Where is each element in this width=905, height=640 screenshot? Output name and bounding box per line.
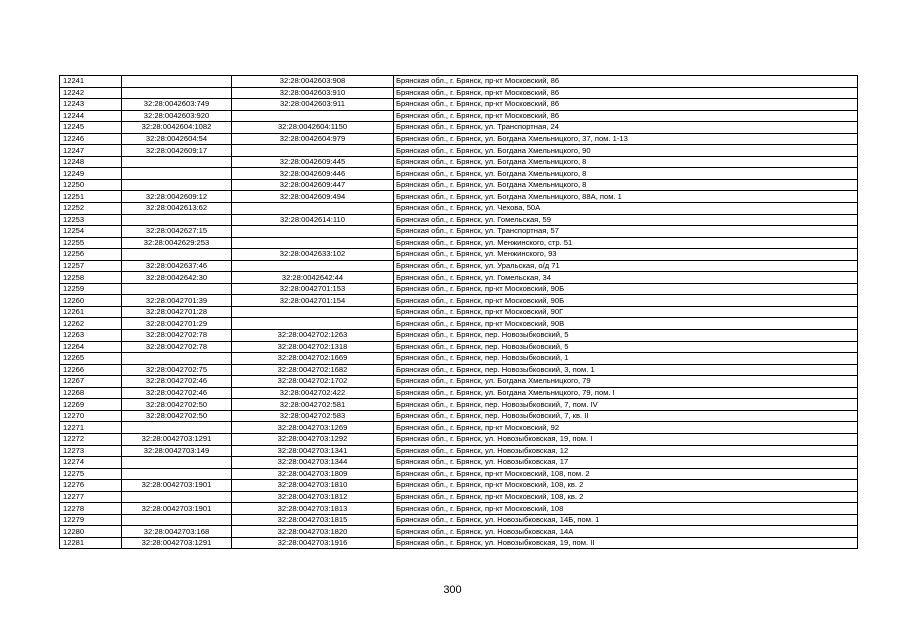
address-cell: Брянская обл., г. Брянск, ул. Менжинского, стр. 51	[394, 237, 858, 249]
address-cell: Брянская обл., г. Брянск, пр-кт Московский, 90В	[394, 318, 858, 330]
land-cadastral-number-cell	[122, 76, 232, 88]
row-number-cell: 12249	[60, 168, 122, 180]
land-cadastral-number-cell	[122, 514, 232, 526]
address-cell: Брянская обл., г. Брянск, ул. Гомельская, 34	[394, 272, 858, 284]
land-cadastral-number-cell: 32:28:0042702:78	[122, 341, 232, 353]
address-cell: Брянская обл., г. Брянск, ул. Менжинского, 93	[394, 249, 858, 261]
land-cadastral-number-cell: 32:28:0042609:12	[122, 191, 232, 203]
table-row	[60, 537, 858, 549]
address-cell: Брянская обл., г. Брянск, ул. Богдана Хмельницкого, 79, пом. I	[394, 387, 858, 399]
row-number-cell: 12262	[60, 318, 122, 330]
address-cell: Брянская обл., г. Брянск, пер. Новозыбковский, 5	[394, 330, 858, 342]
row-number-cell: 12246	[60, 133, 122, 145]
row-number-cell: 12253	[60, 214, 122, 226]
row-number-cell: 12280	[60, 526, 122, 538]
row-number-cell: 12255	[60, 237, 122, 249]
row-number-cell: 12251	[60, 191, 122, 203]
table-row	[60, 387, 858, 399]
row-number-cell: 12252	[60, 203, 122, 215]
object-cadastral-number-cell: 32:28:0042603:908	[232, 76, 394, 88]
table-row	[60, 445, 858, 457]
object-cadastral-number-cell: 32:28:0042702:1702	[232, 376, 394, 388]
land-cadastral-number-cell	[122, 156, 232, 168]
land-cadastral-number-cell: 32:28:0042703:1291	[122, 537, 232, 549]
address-cell: Брянская обл., г. Брянск, пр-кт Московский, 90Б	[394, 283, 858, 295]
table-row	[60, 272, 858, 284]
table-row	[60, 364, 858, 376]
row-number-cell: 12275	[60, 468, 122, 480]
address-cell: Брянская обл., г. Брянск, ул. Богдана Хмельницкого, 88А, пом. 1	[394, 191, 858, 203]
object-cadastral-number-cell: 32:28:0042703:1809	[232, 468, 394, 480]
land-cadastral-number-cell: 32:28:0042642:30	[122, 272, 232, 284]
land-cadastral-number-cell: 32:28:0042637:46	[122, 260, 232, 272]
land-cadastral-number-cell	[122, 491, 232, 503]
address-cell: Брянская обл., г. Брянск, пр-кт Московский, 86	[394, 76, 858, 88]
table-row	[60, 99, 858, 111]
object-cadastral-number-cell: 32:28:0042703:1820	[232, 526, 394, 538]
address-cell: Брянская обл., г. Брянск, пр-кт Московский, 86	[394, 87, 858, 99]
table-row	[60, 179, 858, 191]
row-number-cell: 12278	[60, 503, 122, 515]
address-cell: Брянская обл., г. Брянск, ул. Новозыбковская, 19, пом. II	[394, 537, 858, 549]
object-cadastral-number-cell: 32:28:0042701:154	[232, 295, 394, 307]
object-cadastral-number-cell	[232, 318, 394, 330]
address-cell: Брянская обл., г. Брянск, пр-кт Московский, 108, кв. 2	[394, 491, 858, 503]
row-number-cell: 12243	[60, 99, 122, 111]
object-cadastral-number-cell: 32:28:0042604:979	[232, 133, 394, 145]
land-cadastral-number-cell: 32:28:0042603:749	[122, 99, 232, 111]
row-number-cell: 12241	[60, 76, 122, 88]
object-cadastral-number-cell: 32:28:0042614:110	[232, 214, 394, 226]
object-cadastral-number-cell: 32:28:0042703:1292	[232, 433, 394, 445]
table-row	[60, 87, 858, 99]
address-cell: Брянская обл., г. Брянск, пр-кт Московский, 86	[394, 99, 858, 111]
land-cadastral-number-cell: 32:28:0042604:1082	[122, 122, 232, 134]
address-cell: Брянская обл., г. Брянск, ул. Уральская, о/д 71	[394, 260, 858, 272]
land-cadastral-number-cell	[122, 214, 232, 226]
table-row	[60, 76, 858, 88]
address-cell: Брянская обл., г. Брянск, ул. Богдана Хмельницкого, 8	[394, 168, 858, 180]
land-cadastral-number-cell: 32:28:0042702:75	[122, 364, 232, 376]
object-cadastral-number-cell: 32:28:0042609:494	[232, 191, 394, 203]
table-row	[60, 110, 858, 122]
address-cell: Брянская обл., г. Брянск, ул. Новозыбковская, 17	[394, 457, 858, 469]
land-cadastral-number-cell: 32:28:0042703:1291	[122, 433, 232, 445]
table-row	[60, 191, 858, 203]
address-cell: Брянская обл., г. Брянск, ул. Богдана Хмельницкого, 79	[394, 376, 858, 388]
object-cadastral-number-cell: 32:28:0042702:581	[232, 399, 394, 411]
row-number-cell: 12257	[60, 260, 122, 272]
address-cell: Брянская обл., г. Брянск, пр-кт Московский, 90Г	[394, 306, 858, 318]
land-cadastral-number-cell	[122, 179, 232, 191]
table-row	[60, 203, 858, 215]
object-cadastral-number-cell: 32:28:0042702:1318	[232, 341, 394, 353]
land-cadastral-number-cell: 32:28:0042703:168	[122, 526, 232, 538]
table-row	[60, 491, 858, 503]
land-cadastral-number-cell: 32:28:0042703:1901	[122, 503, 232, 515]
table-row	[60, 353, 858, 365]
land-cadastral-number-cell: 32:28:0042609:17	[122, 145, 232, 157]
address-cell: Брянская обл., г. Брянск, ул. Богдана Хмельницкого, 8	[394, 156, 858, 168]
address-cell: Брянская обл., г. Брянск, ул. Новозыбковская, 14Б, пом. 1	[394, 514, 858, 526]
address-cell: Брянская обл., г. Брянск, пер. Новозыбковский, 3, пом. 1	[394, 364, 858, 376]
table-row	[60, 156, 858, 168]
object-cadastral-number-cell	[232, 145, 394, 157]
object-cadastral-number-cell: 32:28:0042701:153	[232, 283, 394, 295]
row-number-cell: 12247	[60, 145, 122, 157]
table-row	[60, 503, 858, 515]
address-cell: Брянская обл., г. Брянск, ул. Богдана Хмельницкого, 37, пом. 1-13	[394, 133, 858, 145]
table-row	[60, 283, 858, 295]
object-cadastral-number-cell: 32:28:0042703:1810	[232, 480, 394, 492]
row-number-cell: 12260	[60, 295, 122, 307]
object-cadastral-number-cell	[232, 237, 394, 249]
table-row	[60, 249, 858, 261]
land-cadastral-number-cell: 32:28:0042701:39	[122, 295, 232, 307]
address-cell: Брянская обл., г. Брянск, ул. Чехова, 50А	[394, 203, 858, 215]
row-number-cell: 12276	[60, 480, 122, 492]
object-cadastral-number-cell: 32:28:0042703:1812	[232, 491, 394, 503]
row-number-cell: 12256	[60, 249, 122, 261]
object-cadastral-number-cell: 32:28:0042609:447	[232, 179, 394, 191]
table-row	[60, 145, 858, 157]
row-number-cell: 12264	[60, 341, 122, 353]
row-number-cell: 12244	[60, 110, 122, 122]
row-number-cell: 12266	[60, 364, 122, 376]
table-row	[60, 410, 858, 422]
address-cell: Брянская обл., г. Брянск, ул. Богдана Хмельницкого, 8	[394, 179, 858, 191]
table-row	[60, 295, 858, 307]
object-cadastral-number-cell: 32:28:0042703:1815	[232, 514, 394, 526]
land-cadastral-number-cell: 32:28:0042703:149	[122, 445, 232, 457]
object-cadastral-number-cell: 32:28:0042633:102	[232, 249, 394, 261]
row-number-cell: 12242	[60, 87, 122, 99]
address-cell: Брянская обл., г. Брянск, пр-кт Московский, 108, кв. 2	[394, 480, 858, 492]
address-cell: Брянская обл., г. Брянск, пер. Новозыбковский, 7, пом. IV	[394, 399, 858, 411]
table-row	[60, 526, 858, 538]
row-number-cell: 12248	[60, 156, 122, 168]
table-row	[60, 237, 858, 249]
land-cadastral-number-cell	[122, 422, 232, 434]
object-cadastral-number-cell: 32:28:0042702:1263	[232, 330, 394, 342]
object-cadastral-number-cell: 32:28:0042604:1150	[232, 122, 394, 134]
row-number-cell: 12274	[60, 457, 122, 469]
table-row	[60, 341, 858, 353]
address-cell: Брянская обл., г. Брянск, ул. Новозыбковская, 14А	[394, 526, 858, 538]
object-cadastral-number-cell: 32:28:0042609:446	[232, 168, 394, 180]
land-cadastral-number-cell	[122, 249, 232, 261]
row-number-cell: 12268	[60, 387, 122, 399]
table-row	[60, 214, 858, 226]
land-cadastral-number-cell: 32:28:0042703:1901	[122, 480, 232, 492]
address-cell: Брянская обл., г. Брянск, пер. Новозыбковский, 5	[394, 341, 858, 353]
table-row	[60, 433, 858, 445]
address-cell: Брянская обл., г. Брянск, пр-кт Московский, 92	[394, 422, 858, 434]
object-cadastral-number-cell: 32:28:0042702:583	[232, 410, 394, 422]
table-row	[60, 376, 858, 388]
row-number-cell: 12269	[60, 399, 122, 411]
land-cadastral-number-cell: 32:28:0042701:29	[122, 318, 232, 330]
land-cadastral-number-cell: 32:28:0042702:46	[122, 376, 232, 388]
row-number-cell: 12279	[60, 514, 122, 526]
row-number-cell: 12281	[60, 537, 122, 549]
object-cadastral-number-cell: 32:28:0042703:1916	[232, 537, 394, 549]
object-cadastral-number-cell: 32:28:0042702:422	[232, 387, 394, 399]
land-cadastral-number-cell: 32:28:0042702:78	[122, 330, 232, 342]
object-cadastral-number-cell	[232, 260, 394, 272]
land-cadastral-number-cell	[122, 168, 232, 180]
land-cadastral-number-cell: 32:28:0042627:15	[122, 226, 232, 238]
land-cadastral-number-cell: 32:28:0042702:50	[122, 399, 232, 411]
object-cadastral-number-cell: 32:28:0042603:911	[232, 99, 394, 111]
address-cell: Брянская обл., г. Брянск, пр-кт Московский, 108	[394, 503, 858, 515]
land-cadastral-number-cell: 32:28:0042604:54	[122, 133, 232, 145]
address-cell: Брянская обл., г. Брянск, ул. Гомельская, 59	[394, 214, 858, 226]
table-row	[60, 468, 858, 480]
address-cell: Брянская обл., г. Брянск, пр-кт Московский, 86	[394, 110, 858, 122]
row-number-cell: 12261	[60, 306, 122, 318]
object-cadastral-number-cell	[232, 226, 394, 238]
row-number-cell: 12258	[60, 272, 122, 284]
registry-table-body	[60, 76, 858, 549]
row-number-cell: 12259	[60, 283, 122, 295]
row-number-cell: 12273	[60, 445, 122, 457]
row-number-cell: 12270	[60, 410, 122, 422]
object-cadastral-number-cell: 32:28:0042702:1669	[232, 353, 394, 365]
address-cell: Брянская обл., г. Брянск, пер. Новозыбковский, 1	[394, 353, 858, 365]
table-row	[60, 260, 858, 272]
table-row	[60, 226, 858, 238]
table-row	[60, 168, 858, 180]
address-cell: Брянская обл., г. Брянск, ул. Транспортная, 57	[394, 226, 858, 238]
land-cadastral-number-cell	[122, 87, 232, 99]
address-cell: Брянская обл., г. Брянск, пр-кт Московский, 108, пом. 2	[394, 468, 858, 480]
object-cadastral-number-cell	[232, 203, 394, 215]
page-number: 300	[443, 584, 462, 596]
table-row	[60, 330, 858, 342]
row-number-cell: 12250	[60, 179, 122, 191]
table-row	[60, 422, 858, 434]
row-number-cell: 12245	[60, 122, 122, 134]
row-number-cell: 12265	[60, 353, 122, 365]
land-cadastral-number-cell	[122, 353, 232, 365]
land-cadastral-number-cell	[122, 468, 232, 480]
object-cadastral-number-cell	[232, 110, 394, 122]
row-number-cell: 12267	[60, 376, 122, 388]
row-number-cell: 12254	[60, 226, 122, 238]
object-cadastral-number-cell: 32:28:0042603:910	[232, 87, 394, 99]
table-row	[60, 399, 858, 411]
row-number-cell: 12271	[60, 422, 122, 434]
address-cell: Брянская обл., г. Брянск, ул. Новозыбковская, 19, пом. I	[394, 433, 858, 445]
row-number-cell: 12272	[60, 433, 122, 445]
address-cell: Брянская обл., г. Брянск, пер. Новозыбковский, 7, кв. II	[394, 410, 858, 422]
table-row	[60, 514, 858, 526]
object-cadastral-number-cell: 32:28:0042703:1341	[232, 445, 394, 457]
address-cell: Брянская обл., г. Брянск, ул. Новозыбковская, 12	[394, 445, 858, 457]
object-cadastral-number-cell: 32:28:0042703:1344	[232, 457, 394, 469]
table-row	[60, 306, 858, 318]
land-cadastral-number-cell: 32:28:0042702:50	[122, 410, 232, 422]
row-number-cell: 12277	[60, 491, 122, 503]
land-cadastral-number-cell: 32:28:0042603:920	[122, 110, 232, 122]
address-cell: Брянская обл., г. Брянск, ул. Богдана Хмельницкого, 90	[394, 145, 858, 157]
row-number-cell: 12263	[60, 330, 122, 342]
object-cadastral-number-cell: 32:28:0042642:44	[232, 272, 394, 284]
object-cadastral-number-cell: 32:28:0042703:1813	[232, 503, 394, 515]
land-cadastral-number-cell: 32:28:0042702:46	[122, 387, 232, 399]
table-row	[60, 457, 858, 469]
table-row	[60, 480, 858, 492]
address-cell: Брянская обл., г. Брянск, ул. Транспортная, 24	[394, 122, 858, 134]
table-row	[60, 122, 858, 134]
object-cadastral-number-cell: 32:28:0042703:1269	[232, 422, 394, 434]
table-row	[60, 133, 858, 145]
object-cadastral-number-cell: 32:28:0042702:1682	[232, 364, 394, 376]
object-cadastral-number-cell: 32:28:0042609:445	[232, 156, 394, 168]
land-cadastral-number-cell	[122, 457, 232, 469]
land-cadastral-number-cell: 32:28:0042701:28	[122, 306, 232, 318]
table-row	[60, 318, 858, 330]
object-cadastral-number-cell	[232, 306, 394, 318]
land-cadastral-number-cell: 32:28:0042629:253	[122, 237, 232, 249]
registry-table	[59, 75, 858, 549]
land-cadastral-number-cell	[122, 283, 232, 295]
land-cadastral-number-cell: 32:28:0042613:62	[122, 203, 232, 215]
address-cell: Брянская обл., г. Брянск, пр-кт Московский, 90Б	[394, 295, 858, 307]
